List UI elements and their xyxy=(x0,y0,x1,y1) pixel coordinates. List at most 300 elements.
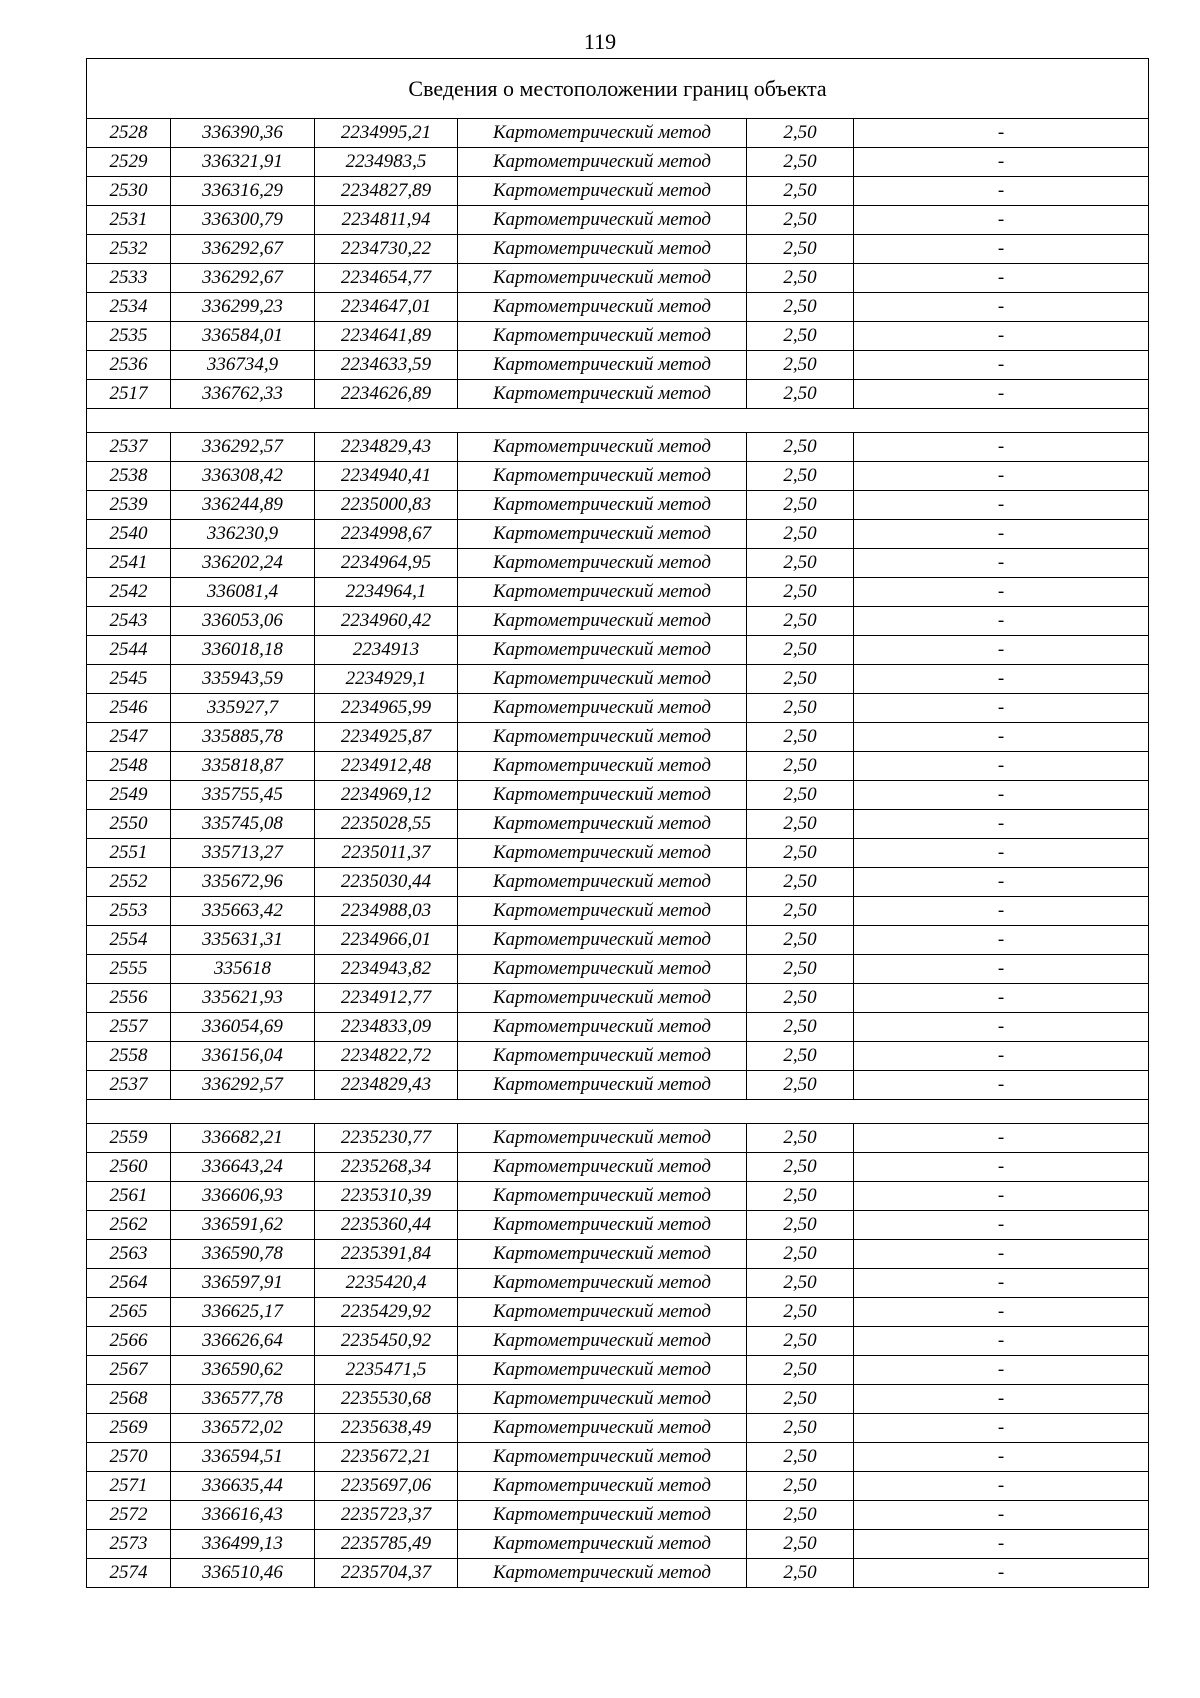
cell-coord-x: 335755,45 xyxy=(171,781,315,810)
cell-coord-y: 2234633,59 xyxy=(315,351,458,380)
cell-point-number: 2565 xyxy=(87,1298,171,1327)
cell-point-number: 2557 xyxy=(87,1013,171,1042)
cell-point-number: 2545 xyxy=(87,665,171,694)
cell-coord-y: 2234965,99 xyxy=(315,694,458,723)
table-row xyxy=(87,578,1149,607)
cell-description: - xyxy=(854,1124,1149,1153)
table-row xyxy=(87,549,1149,578)
cell-accuracy: 2,50 xyxy=(747,433,854,462)
cell-coord-y: 2235230,77 xyxy=(315,1124,458,1153)
cell-accuracy: 2,50 xyxy=(747,1327,854,1356)
cell-method: Картометрический метод xyxy=(458,1530,747,1559)
cell-method: Картометрический метод xyxy=(458,868,747,897)
cell-coord-x: 336572,02 xyxy=(171,1414,315,1443)
table-row xyxy=(87,665,1149,694)
cell-description: - xyxy=(854,380,1149,409)
table-row xyxy=(87,1559,1149,1588)
boundary-table xyxy=(86,58,1149,1588)
contour-separator-row xyxy=(87,1100,1149,1124)
table-row xyxy=(87,607,1149,636)
cell-coord-y: 2234969,12 xyxy=(315,781,458,810)
table-row xyxy=(87,1414,1149,1443)
cell-point-number: 2570 xyxy=(87,1443,171,1472)
cell-point-number: 2535 xyxy=(87,322,171,351)
cell-coord-x: 336156,04 xyxy=(171,1042,315,1071)
table-row xyxy=(87,1182,1149,1211)
cell-point-number: 2572 xyxy=(87,1501,171,1530)
cell-coord-y: 2235391,84 xyxy=(315,1240,458,1269)
cell-method: Картометрический метод xyxy=(458,1414,747,1443)
cell-description: - xyxy=(854,984,1149,1013)
table-row xyxy=(87,723,1149,752)
cell-description: - xyxy=(854,607,1149,636)
cell-coord-y: 2234960,42 xyxy=(315,607,458,636)
cell-accuracy: 2,50 xyxy=(747,897,854,926)
cell-coord-x: 335663,42 xyxy=(171,897,315,926)
cell-accuracy: 2,50 xyxy=(747,206,854,235)
cell-description: - xyxy=(854,1298,1149,1327)
cell-point-number: 2556 xyxy=(87,984,171,1013)
table-row xyxy=(87,1211,1149,1240)
cell-point-number: 2566 xyxy=(87,1327,171,1356)
cell-description: - xyxy=(854,1182,1149,1211)
table-row xyxy=(87,1298,1149,1327)
cell-description: - xyxy=(854,1042,1149,1071)
cell-coord-x: 336597,91 xyxy=(171,1269,315,1298)
cell-point-number: 2543 xyxy=(87,607,171,636)
cell-point-number: 2550 xyxy=(87,810,171,839)
table-title: Сведения о местоположении границ объекта xyxy=(87,59,1149,119)
table-row xyxy=(87,1269,1149,1298)
cell-coord-x: 335713,27 xyxy=(171,839,315,868)
cell-coord-y: 2234964,95 xyxy=(315,549,458,578)
cell-method: Картометрический метод xyxy=(458,293,747,322)
cell-coord-y: 2234940,41 xyxy=(315,462,458,491)
cell-coord-y: 2235000,83 xyxy=(315,491,458,520)
cell-accuracy: 2,50 xyxy=(747,235,854,264)
cell-coord-y: 2234998,67 xyxy=(315,520,458,549)
cell-description: - xyxy=(854,578,1149,607)
cell-description: - xyxy=(854,235,1149,264)
cell-point-number: 2573 xyxy=(87,1530,171,1559)
cell-coord-y: 2234995,21 xyxy=(315,119,458,148)
cell-method: Картометрический метод xyxy=(458,433,747,462)
cell-accuracy: 2,50 xyxy=(747,1472,854,1501)
cell-description: - xyxy=(854,462,1149,491)
cell-coord-x: 336308,42 xyxy=(171,462,315,491)
cell-method: Картометрический метод xyxy=(458,177,747,206)
cell-coord-y: 2235785,49 xyxy=(315,1530,458,1559)
table-row xyxy=(87,264,1149,293)
cell-method: Картометрический метод xyxy=(458,810,747,839)
cell-description: - xyxy=(854,694,1149,723)
cell-accuracy: 2,50 xyxy=(747,1042,854,1071)
cell-accuracy: 2,50 xyxy=(747,1530,854,1559)
cell-accuracy: 2,50 xyxy=(747,549,854,578)
cell-point-number: 2549 xyxy=(87,781,171,810)
cell-method: Картометрический метод xyxy=(458,1298,747,1327)
cell-point-number: 2541 xyxy=(87,549,171,578)
table-row xyxy=(87,781,1149,810)
cell-description: - xyxy=(854,1414,1149,1443)
cell-point-number: 2559 xyxy=(87,1124,171,1153)
separator-cell xyxy=(87,409,1149,433)
cell-method: Картометрический метод xyxy=(458,322,747,351)
cell-coord-y: 2234626,89 xyxy=(315,380,458,409)
cell-coord-y: 2235030,44 xyxy=(315,868,458,897)
cell-coord-y: 2234913 xyxy=(315,636,458,665)
separator-cell xyxy=(87,1100,1149,1124)
cell-method: Картометрический метод xyxy=(458,1443,747,1472)
table-row xyxy=(87,1385,1149,1414)
cell-coord-y: 2235697,06 xyxy=(315,1472,458,1501)
cell-description: - xyxy=(854,1559,1149,1588)
cell-point-number: 2561 xyxy=(87,1182,171,1211)
cell-method: Картометрический метод xyxy=(458,119,747,148)
cell-description: - xyxy=(854,1385,1149,1414)
table-row xyxy=(87,1013,1149,1042)
cell-point-number: 2534 xyxy=(87,293,171,322)
cell-coord-x: 336682,21 xyxy=(171,1124,315,1153)
cell-method: Картометрический метод xyxy=(458,839,747,868)
table-row xyxy=(87,380,1149,409)
cell-description: - xyxy=(854,1211,1149,1240)
cell-coord-y: 2234730,22 xyxy=(315,235,458,264)
cell-method: Картометрический метод xyxy=(458,1153,747,1182)
cell-accuracy: 2,50 xyxy=(747,1071,854,1100)
cell-accuracy: 2,50 xyxy=(747,177,854,206)
cell-coord-x: 335885,78 xyxy=(171,723,315,752)
cell-coord-x: 335745,08 xyxy=(171,810,315,839)
cell-description: - xyxy=(854,351,1149,380)
cell-accuracy: 2,50 xyxy=(747,839,854,868)
table-row xyxy=(87,351,1149,380)
table-row xyxy=(87,926,1149,955)
table-row xyxy=(87,293,1149,322)
cell-coord-x: 336584,01 xyxy=(171,322,315,351)
cell-coord-x: 336292,57 xyxy=(171,1071,315,1100)
cell-accuracy: 2,50 xyxy=(747,607,854,636)
cell-description: - xyxy=(854,491,1149,520)
cell-method: Картометрический метод xyxy=(458,723,747,752)
cell-coord-y: 2235471,5 xyxy=(315,1356,458,1385)
cell-coord-x: 336018,18 xyxy=(171,636,315,665)
cell-method: Картометрический метод xyxy=(458,1182,747,1211)
cell-point-number: 2539 xyxy=(87,491,171,520)
cell-method: Картометрический метод xyxy=(458,1042,747,1071)
cell-accuracy: 2,50 xyxy=(747,148,854,177)
cell-coord-x: 335818,87 xyxy=(171,752,315,781)
cell-coord-y: 2235530,68 xyxy=(315,1385,458,1414)
cell-point-number: 2528 xyxy=(87,119,171,148)
cell-method: Картометрический метод xyxy=(458,955,747,984)
cell-coord-y: 2235723,37 xyxy=(315,1501,458,1530)
table-row xyxy=(87,694,1149,723)
table-row xyxy=(87,148,1149,177)
cell-coord-x: 336390,36 xyxy=(171,119,315,148)
cell-coord-y: 2234829,43 xyxy=(315,1071,458,1100)
table-row xyxy=(87,897,1149,926)
cell-description: - xyxy=(854,1153,1149,1182)
cell-description: - xyxy=(854,810,1149,839)
cell-coord-x: 336734,9 xyxy=(171,351,315,380)
cell-description: - xyxy=(854,1269,1149,1298)
table-row xyxy=(87,1327,1149,1356)
cell-accuracy: 2,50 xyxy=(747,1153,854,1182)
table-row xyxy=(87,1153,1149,1182)
cell-coord-x: 335631,31 xyxy=(171,926,315,955)
cell-description: - xyxy=(854,752,1149,781)
cell-description: - xyxy=(854,723,1149,752)
cell-coord-y: 2235450,92 xyxy=(315,1327,458,1356)
table-row xyxy=(87,491,1149,520)
cell-point-number: 2517 xyxy=(87,380,171,409)
cell-point-number: 2553 xyxy=(87,897,171,926)
table-row xyxy=(87,1472,1149,1501)
cell-accuracy: 2,50 xyxy=(747,1501,854,1530)
cell-method: Картометрический метод xyxy=(458,1356,747,1385)
cell-coord-y: 2234964,1 xyxy=(315,578,458,607)
cell-method: Картометрический метод xyxy=(458,1501,747,1530)
cell-description: - xyxy=(854,1443,1149,1472)
cell-coord-x: 336643,24 xyxy=(171,1153,315,1182)
cell-method: Картометрический метод xyxy=(458,549,747,578)
cell-coord-x: 336316,29 xyxy=(171,177,315,206)
cell-coord-y: 2235268,34 xyxy=(315,1153,458,1182)
cell-coord-x: 336054,69 xyxy=(171,1013,315,1042)
cell-point-number: 2532 xyxy=(87,235,171,264)
cell-point-number: 2536 xyxy=(87,351,171,380)
cell-coord-x: 336635,44 xyxy=(171,1472,315,1501)
cell-coord-y: 2234943,82 xyxy=(315,955,458,984)
table-row xyxy=(87,1501,1149,1530)
cell-description: - xyxy=(854,520,1149,549)
cell-coord-x: 336606,93 xyxy=(171,1182,315,1211)
cell-coord-y: 2234966,01 xyxy=(315,926,458,955)
cell-point-number: 2537 xyxy=(87,1071,171,1100)
cell-coord-x: 336300,79 xyxy=(171,206,315,235)
cell-description: - xyxy=(854,1013,1149,1042)
cell-description: - xyxy=(854,1530,1149,1559)
cell-coord-x: 336616,43 xyxy=(171,1501,315,1530)
table-row xyxy=(87,839,1149,868)
cell-accuracy: 2,50 xyxy=(747,868,854,897)
cell-method: Картометрический метод xyxy=(458,206,747,235)
table-row xyxy=(87,1071,1149,1100)
table-row xyxy=(87,752,1149,781)
cell-point-number: 2530 xyxy=(87,177,171,206)
table-row xyxy=(87,636,1149,665)
cell-point-number: 2531 xyxy=(87,206,171,235)
cell-coord-y: 2234641,89 xyxy=(315,322,458,351)
cell-point-number: 2552 xyxy=(87,868,171,897)
cell-point-number: 2538 xyxy=(87,462,171,491)
cell-coord-x: 336321,91 xyxy=(171,148,315,177)
cell-coord-y: 2235672,21 xyxy=(315,1443,458,1472)
cell-accuracy: 2,50 xyxy=(747,810,854,839)
cell-accuracy: 2,50 xyxy=(747,781,854,810)
cell-coord-y: 2234912,77 xyxy=(315,984,458,1013)
cell-point-number: 2563 xyxy=(87,1240,171,1269)
cell-method: Картометрический метод xyxy=(458,264,747,293)
cell-accuracy: 2,50 xyxy=(747,955,854,984)
cell-point-number: 2551 xyxy=(87,839,171,868)
cell-method: Картометрический метод xyxy=(458,1385,747,1414)
cell-description: - xyxy=(854,1501,1149,1530)
cell-coord-x: 335621,93 xyxy=(171,984,315,1013)
cell-method: Картометрический метод xyxy=(458,1211,747,1240)
cell-method: Картометрический метод xyxy=(458,491,747,520)
cell-description: - xyxy=(854,549,1149,578)
cell-method: Картометрический метод xyxy=(458,1327,747,1356)
cell-coord-y: 2234829,43 xyxy=(315,433,458,462)
cell-point-number: 2529 xyxy=(87,148,171,177)
cell-coord-x: 335927,7 xyxy=(171,694,315,723)
cell-coord-y: 2234833,09 xyxy=(315,1013,458,1042)
page-number: 119 xyxy=(583,29,617,54)
cell-point-number: 2567 xyxy=(87,1356,171,1385)
cell-point-number: 2562 xyxy=(87,1211,171,1240)
cell-accuracy: 2,50 xyxy=(747,1356,854,1385)
cell-accuracy: 2,50 xyxy=(747,665,854,694)
cell-accuracy: 2,50 xyxy=(747,636,854,665)
cell-coord-x: 335672,96 xyxy=(171,868,315,897)
cell-description: - xyxy=(854,926,1149,955)
cell-description: - xyxy=(854,1472,1149,1501)
cell-description: - xyxy=(854,1071,1149,1100)
cell-point-number: 2554 xyxy=(87,926,171,955)
cell-description: - xyxy=(854,781,1149,810)
cell-method: Картометрический метод xyxy=(458,607,747,636)
cell-description: - xyxy=(854,264,1149,293)
cell-method: Картометрический метод xyxy=(458,1269,747,1298)
cell-accuracy: 2,50 xyxy=(747,462,854,491)
cell-accuracy: 2,50 xyxy=(747,1559,854,1588)
cell-coord-x: 336081,4 xyxy=(171,578,315,607)
cell-point-number: 2568 xyxy=(87,1385,171,1414)
cell-point-number: 2558 xyxy=(87,1042,171,1071)
cell-accuracy: 2,50 xyxy=(747,926,854,955)
cell-description: - xyxy=(854,1327,1149,1356)
cell-method: Картометрический метод xyxy=(458,351,747,380)
cell-coord-y: 2235420,4 xyxy=(315,1269,458,1298)
cell-method: Картометрический метод xyxy=(458,1013,747,1042)
cell-point-number: 2574 xyxy=(87,1559,171,1588)
cell-method: Картометрический метод xyxy=(458,235,747,264)
table-row xyxy=(87,1124,1149,1153)
table-row xyxy=(87,1356,1149,1385)
table-row xyxy=(87,206,1149,235)
cell-accuracy: 2,50 xyxy=(747,694,854,723)
cell-coord-x: 336626,64 xyxy=(171,1327,315,1356)
cell-coord-x: 336292,67 xyxy=(171,264,315,293)
cell-description: - xyxy=(854,897,1149,926)
cell-description: - xyxy=(854,1356,1149,1385)
cell-coord-x: 335943,59 xyxy=(171,665,315,694)
cell-description: - xyxy=(854,665,1149,694)
cell-point-number: 2544 xyxy=(87,636,171,665)
cell-accuracy: 2,50 xyxy=(747,1443,854,1472)
cell-coord-y: 2234822,72 xyxy=(315,1042,458,1071)
cell-coord-x: 336202,24 xyxy=(171,549,315,578)
cell-description: - xyxy=(854,177,1149,206)
cell-method: Картометрический метод xyxy=(458,926,747,955)
cell-accuracy: 2,50 xyxy=(747,293,854,322)
cell-description: - xyxy=(854,206,1149,235)
table-row xyxy=(87,520,1149,549)
cell-accuracy: 2,50 xyxy=(747,351,854,380)
cell-coord-x: 336499,13 xyxy=(171,1530,315,1559)
cell-description: - xyxy=(854,293,1149,322)
cell-method: Картометрический метод xyxy=(458,148,747,177)
table-row xyxy=(87,984,1149,1013)
cell-point-number: 2555 xyxy=(87,955,171,984)
cell-point-number: 2537 xyxy=(87,433,171,462)
cell-coord-x: 336625,17 xyxy=(171,1298,315,1327)
cell-accuracy: 2,50 xyxy=(747,1013,854,1042)
cell-coord-y: 2234983,5 xyxy=(315,148,458,177)
cell-method: Картометрический метод xyxy=(458,665,747,694)
cell-coord-x: 336292,57 xyxy=(171,433,315,462)
cell-coord-y: 2235028,55 xyxy=(315,810,458,839)
cell-accuracy: 2,50 xyxy=(747,119,854,148)
cell-coord-x: 336590,62 xyxy=(171,1356,315,1385)
cell-coord-x: 336299,23 xyxy=(171,293,315,322)
table-row xyxy=(87,955,1149,984)
cell-description: - xyxy=(854,1240,1149,1269)
cell-accuracy: 2,50 xyxy=(747,380,854,409)
cell-accuracy: 2,50 xyxy=(747,322,854,351)
table-row xyxy=(87,1240,1149,1269)
cell-method: Картометрический метод xyxy=(458,520,747,549)
cell-method: Картометрический метод xyxy=(458,1559,747,1588)
cell-point-number: 2547 xyxy=(87,723,171,752)
boundary-table-body xyxy=(87,59,1149,1588)
table-row xyxy=(87,177,1149,206)
table-row xyxy=(87,235,1149,264)
cell-description: - xyxy=(854,868,1149,897)
cell-coord-y: 2235310,39 xyxy=(315,1182,458,1211)
cell-coord-y: 2234988,03 xyxy=(315,897,458,926)
cell-method: Картометрический метод xyxy=(458,1071,747,1100)
cell-coord-x: 336292,67 xyxy=(171,235,315,264)
cell-accuracy: 2,50 xyxy=(747,1298,854,1327)
table-row xyxy=(87,1443,1149,1472)
cell-coord-x: 336053,06 xyxy=(171,607,315,636)
cell-coord-y: 2234912,48 xyxy=(315,752,458,781)
cell-description: - xyxy=(854,322,1149,351)
cell-point-number: 2571 xyxy=(87,1472,171,1501)
cell-accuracy: 2,50 xyxy=(747,1269,854,1298)
cell-point-number: 2540 xyxy=(87,520,171,549)
cell-method: Картометрический метод xyxy=(458,380,747,409)
cell-accuracy: 2,50 xyxy=(747,520,854,549)
cell-coord-x: 336577,78 xyxy=(171,1385,315,1414)
cell-coord-y: 2235360,44 xyxy=(315,1211,458,1240)
cell-coord-x: 336594,51 xyxy=(171,1443,315,1472)
cell-point-number: 2546 xyxy=(87,694,171,723)
cell-method: Картометрический метод xyxy=(458,1240,747,1269)
cell-coord-y: 2235638,49 xyxy=(315,1414,458,1443)
cell-method: Картометрический метод xyxy=(458,694,747,723)
cell-point-number: 2548 xyxy=(87,752,171,781)
table-row xyxy=(87,119,1149,148)
cell-accuracy: 2,50 xyxy=(747,752,854,781)
cell-accuracy: 2,50 xyxy=(747,578,854,607)
cell-description: - xyxy=(854,839,1149,868)
cell-point-number: 2564 xyxy=(87,1269,171,1298)
cell-method: Картометрический метод xyxy=(458,752,747,781)
